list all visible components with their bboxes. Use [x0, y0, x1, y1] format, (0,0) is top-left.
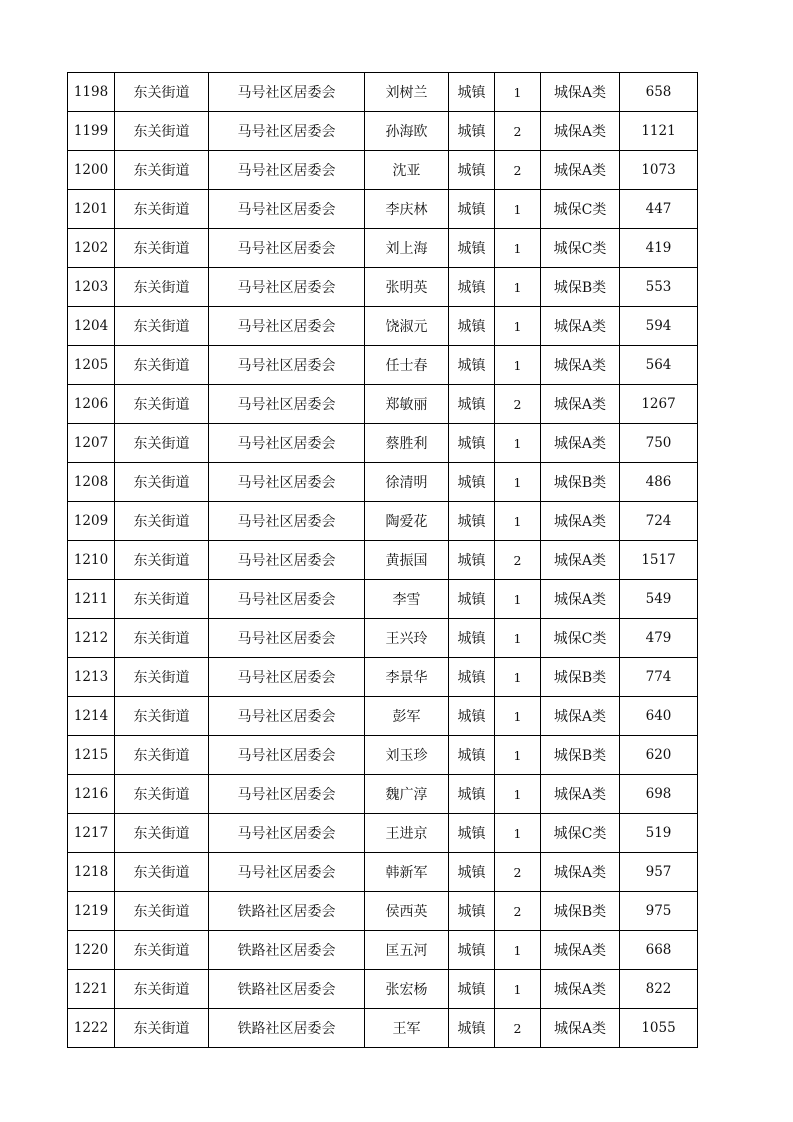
cell-person-name: 刘树兰 — [365, 73, 449, 112]
cell-person-name: 饶淑元 — [365, 307, 449, 346]
cell-area-type: 城镇 — [449, 970, 495, 1009]
cell-street: 东关街道 — [115, 580, 209, 619]
cell-amount: 549 — [620, 580, 698, 619]
cell-security-category: 城保A类 — [541, 424, 620, 463]
cell-street: 东关街道 — [115, 697, 209, 736]
cell-serial-number: 1199 — [68, 112, 115, 151]
cell-household-size: 1 — [495, 424, 541, 463]
cell-security-category: 城保A类 — [541, 931, 620, 970]
cell-street: 东关街道 — [115, 931, 209, 970]
cell-person-name: 匡五河 — [365, 931, 449, 970]
cell-community: 马号社区居委会 — [209, 853, 365, 892]
cell-serial-number: 1212 — [68, 619, 115, 658]
cell-person-name: 李雪 — [365, 580, 449, 619]
table-row — [68, 1009, 698, 1048]
cell-street: 东关街道 — [115, 73, 209, 112]
cell-community: 铁路社区居委会 — [209, 892, 365, 931]
cell-area-type: 城镇 — [449, 385, 495, 424]
cell-serial-number: 1215 — [68, 736, 115, 775]
cell-household-size: 1 — [495, 697, 541, 736]
cell-area-type: 城镇 — [449, 1009, 495, 1048]
cell-amount: 1121 — [620, 112, 698, 151]
cell-person-name: 孙海欧 — [365, 112, 449, 151]
cell-area-type: 城镇 — [449, 580, 495, 619]
cell-street: 东关街道 — [115, 346, 209, 385]
cell-security-category: 城保A类 — [541, 346, 620, 385]
cell-household-size: 2 — [495, 151, 541, 190]
cell-street: 东关街道 — [115, 190, 209, 229]
cell-security-category: 城保B类 — [541, 658, 620, 697]
cell-security-category: 城保A类 — [541, 853, 620, 892]
cell-household-size: 1 — [495, 814, 541, 853]
cell-area-type: 城镇 — [449, 268, 495, 307]
table-row — [68, 970, 698, 1009]
cell-amount: 553 — [620, 268, 698, 307]
table-row — [68, 697, 698, 736]
cell-serial-number: 1210 — [68, 541, 115, 580]
cell-household-size: 1 — [495, 268, 541, 307]
cell-street: 东关街道 — [115, 112, 209, 151]
cell-security-category: 城保A类 — [541, 580, 620, 619]
cell-street: 东关街道 — [115, 229, 209, 268]
cell-security-category: 城保C类 — [541, 229, 620, 268]
cell-community: 马号社区居委会 — [209, 697, 365, 736]
cell-area-type: 城镇 — [449, 346, 495, 385]
cell-household-size: 1 — [495, 346, 541, 385]
cell-security-category: 城保C类 — [541, 190, 620, 229]
cell-security-category: 城保A类 — [541, 307, 620, 346]
cell-person-name: 张宏杨 — [365, 970, 449, 1009]
cell-household-size: 1 — [495, 775, 541, 814]
cell-street: 东关街道 — [115, 463, 209, 502]
cell-serial-number: 1218 — [68, 853, 115, 892]
cell-household-size: 1 — [495, 190, 541, 229]
cell-serial-number: 1203 — [68, 268, 115, 307]
cell-amount: 486 — [620, 463, 698, 502]
cell-amount: 1267 — [620, 385, 698, 424]
cell-household-size: 2 — [495, 385, 541, 424]
cell-street: 东关街道 — [115, 1009, 209, 1048]
cell-person-name: 陶爱花 — [365, 502, 449, 541]
table-row — [68, 112, 698, 151]
cell-amount: 724 — [620, 502, 698, 541]
cell-serial-number: 1221 — [68, 970, 115, 1009]
cell-security-category: 城保A类 — [541, 151, 620, 190]
cell-street: 东关街道 — [115, 892, 209, 931]
table-row — [68, 385, 698, 424]
table-row — [68, 580, 698, 619]
cell-amount: 447 — [620, 190, 698, 229]
table-row — [68, 853, 698, 892]
cell-security-category: 城保A类 — [541, 112, 620, 151]
cell-community: 马号社区居委会 — [209, 619, 365, 658]
table-row — [68, 307, 698, 346]
cell-serial-number: 1211 — [68, 580, 115, 619]
table-row — [68, 931, 698, 970]
cell-amount: 750 — [620, 424, 698, 463]
cell-serial-number: 1222 — [68, 1009, 115, 1048]
cell-community: 马号社区居委会 — [209, 346, 365, 385]
cell-amount: 564 — [620, 346, 698, 385]
cell-serial-number: 1204 — [68, 307, 115, 346]
cell-area-type: 城镇 — [449, 112, 495, 151]
cell-community: 马号社区居委会 — [209, 775, 365, 814]
cell-person-name: 王兴玲 — [365, 619, 449, 658]
cell-community: 马号社区居委会 — [209, 112, 365, 151]
cell-serial-number: 1201 — [68, 190, 115, 229]
cell-community: 马号社区居委会 — [209, 502, 365, 541]
table-row — [68, 151, 698, 190]
cell-amount: 419 — [620, 229, 698, 268]
cell-area-type: 城镇 — [449, 151, 495, 190]
cell-person-name: 魏广淳 — [365, 775, 449, 814]
cell-street: 东关街道 — [115, 424, 209, 463]
cell-person-name: 王进京 — [365, 814, 449, 853]
cell-household-size: 1 — [495, 307, 541, 346]
cell-area-type: 城镇 — [449, 619, 495, 658]
relief-roster-table — [67, 72, 698, 1048]
cell-amount: 975 — [620, 892, 698, 931]
cell-household-size: 2 — [495, 853, 541, 892]
table-row — [68, 658, 698, 697]
cell-security-category: 城保B类 — [541, 736, 620, 775]
cell-person-name: 徐清明 — [365, 463, 449, 502]
cell-amount: 822 — [620, 970, 698, 1009]
cell-street: 东关街道 — [115, 853, 209, 892]
cell-street: 东关街道 — [115, 736, 209, 775]
cell-amount: 479 — [620, 619, 698, 658]
table-row — [68, 346, 698, 385]
cell-area-type: 城镇 — [449, 190, 495, 229]
cell-household-size: 2 — [495, 541, 541, 580]
cell-person-name: 韩新军 — [365, 853, 449, 892]
cell-community: 马号社区居委会 — [209, 463, 365, 502]
cell-household-size: 1 — [495, 658, 541, 697]
cell-serial-number: 1220 — [68, 931, 115, 970]
cell-area-type: 城镇 — [449, 853, 495, 892]
cell-serial-number: 1207 — [68, 424, 115, 463]
cell-amount: 519 — [620, 814, 698, 853]
cell-area-type: 城镇 — [449, 892, 495, 931]
cell-person-name: 黄振国 — [365, 541, 449, 580]
cell-security-category: 城保B类 — [541, 892, 620, 931]
cell-security-category: 城保A类 — [541, 73, 620, 112]
cell-person-name: 张明英 — [365, 268, 449, 307]
cell-serial-number: 1216 — [68, 775, 115, 814]
cell-street: 东关街道 — [115, 385, 209, 424]
cell-household-size: 2 — [495, 892, 541, 931]
cell-amount: 957 — [620, 853, 698, 892]
cell-serial-number: 1206 — [68, 385, 115, 424]
cell-security-category: 城保C类 — [541, 619, 620, 658]
cell-household-size: 1 — [495, 502, 541, 541]
cell-area-type: 城镇 — [449, 931, 495, 970]
cell-amount: 774 — [620, 658, 698, 697]
cell-household-size: 2 — [495, 1009, 541, 1048]
cell-community: 马号社区居委会 — [209, 385, 365, 424]
table-row — [68, 190, 698, 229]
table-body — [68, 73, 698, 1048]
cell-security-category: 城保A类 — [541, 970, 620, 1009]
cell-security-category: 城保A类 — [541, 385, 620, 424]
cell-street: 东关街道 — [115, 502, 209, 541]
table-row — [68, 814, 698, 853]
cell-household-size: 1 — [495, 73, 541, 112]
cell-serial-number: 1208 — [68, 463, 115, 502]
cell-street: 东关街道 — [115, 541, 209, 580]
cell-household-size: 1 — [495, 931, 541, 970]
cell-area-type: 城镇 — [449, 814, 495, 853]
table-row — [68, 73, 698, 112]
cell-serial-number: 1209 — [68, 502, 115, 541]
cell-community: 马号社区居委会 — [209, 658, 365, 697]
cell-community: 马号社区居委会 — [209, 541, 365, 580]
table-row — [68, 502, 698, 541]
cell-amount: 698 — [620, 775, 698, 814]
cell-security-category: 城保A类 — [541, 775, 620, 814]
cell-community: 马号社区居委会 — [209, 814, 365, 853]
cell-street: 东关街道 — [115, 307, 209, 346]
cell-person-name: 任士春 — [365, 346, 449, 385]
cell-area-type: 城镇 — [449, 73, 495, 112]
cell-community: 马号社区居委会 — [209, 424, 365, 463]
cell-community: 铁路社区居委会 — [209, 931, 365, 970]
cell-security-category: 城保B类 — [541, 268, 620, 307]
table-row — [68, 268, 698, 307]
cell-person-name: 沈亚 — [365, 151, 449, 190]
cell-community: 马号社区居委会 — [209, 268, 365, 307]
cell-household-size: 1 — [495, 463, 541, 502]
table-row — [68, 736, 698, 775]
cell-street: 东关街道 — [115, 775, 209, 814]
cell-community: 马号社区居委会 — [209, 151, 365, 190]
cell-person-name: 李庆林 — [365, 190, 449, 229]
cell-serial-number: 1219 — [68, 892, 115, 931]
cell-street: 东关街道 — [115, 814, 209, 853]
cell-person-name: 李景华 — [365, 658, 449, 697]
cell-household-size: 1 — [495, 229, 541, 268]
cell-area-type: 城镇 — [449, 307, 495, 346]
cell-person-name: 郑敏丽 — [365, 385, 449, 424]
cell-community: 马号社区居委会 — [209, 736, 365, 775]
cell-security-category: 城保C类 — [541, 814, 620, 853]
cell-area-type: 城镇 — [449, 775, 495, 814]
table-row — [68, 541, 698, 580]
cell-community: 马号社区居委会 — [209, 229, 365, 268]
cell-person-name: 彭军 — [365, 697, 449, 736]
cell-serial-number: 1200 — [68, 151, 115, 190]
cell-area-type: 城镇 — [449, 502, 495, 541]
table-row — [68, 463, 698, 502]
cell-person-name: 刘上海 — [365, 229, 449, 268]
cell-person-name: 王军 — [365, 1009, 449, 1048]
cell-area-type: 城镇 — [449, 697, 495, 736]
cell-serial-number: 1213 — [68, 658, 115, 697]
cell-amount: 1055 — [620, 1009, 698, 1048]
cell-household-size: 1 — [495, 619, 541, 658]
cell-area-type: 城镇 — [449, 541, 495, 580]
cell-area-type: 城镇 — [449, 463, 495, 502]
cell-person-name: 侯西英 — [365, 892, 449, 931]
cell-household-size: 2 — [495, 112, 541, 151]
cell-security-category: 城保A类 — [541, 1009, 620, 1048]
table-row — [68, 892, 698, 931]
cell-street: 东关街道 — [115, 268, 209, 307]
cell-household-size: 1 — [495, 580, 541, 619]
cell-street: 东关街道 — [115, 151, 209, 190]
cell-household-size: 1 — [495, 736, 541, 775]
cell-amount: 620 — [620, 736, 698, 775]
cell-area-type: 城镇 — [449, 658, 495, 697]
table-row — [68, 424, 698, 463]
cell-community: 马号社区居委会 — [209, 73, 365, 112]
cell-community: 铁路社区居委会 — [209, 1009, 365, 1048]
cell-serial-number: 1198 — [68, 73, 115, 112]
cell-serial-number: 1214 — [68, 697, 115, 736]
table-row — [68, 775, 698, 814]
cell-amount: 1517 — [620, 541, 698, 580]
cell-security-category: 城保B类 — [541, 463, 620, 502]
cell-area-type: 城镇 — [449, 736, 495, 775]
cell-serial-number: 1217 — [68, 814, 115, 853]
table-row — [68, 619, 698, 658]
cell-area-type: 城镇 — [449, 424, 495, 463]
cell-community: 铁路社区居委会 — [209, 970, 365, 1009]
cell-security-category: 城保A类 — [541, 697, 620, 736]
cell-serial-number: 1202 — [68, 229, 115, 268]
cell-amount: 668 — [620, 931, 698, 970]
cell-street: 东关街道 — [115, 619, 209, 658]
cell-serial-number: 1205 — [68, 346, 115, 385]
cell-community: 马号社区居委会 — [209, 580, 365, 619]
cell-amount: 1073 — [620, 151, 698, 190]
cell-household-size: 1 — [495, 970, 541, 1009]
cell-area-type: 城镇 — [449, 229, 495, 268]
cell-community: 马号社区居委会 — [209, 307, 365, 346]
cell-amount: 594 — [620, 307, 698, 346]
cell-amount: 658 — [620, 73, 698, 112]
cell-security-category: 城保A类 — [541, 502, 620, 541]
cell-security-category: 城保A类 — [541, 541, 620, 580]
cell-community: 马号社区居委会 — [209, 190, 365, 229]
cell-person-name: 蔡胜利 — [365, 424, 449, 463]
cell-amount: 640 — [620, 697, 698, 736]
table-row — [68, 229, 698, 268]
cell-street: 东关街道 — [115, 970, 209, 1009]
cell-street: 东关街道 — [115, 658, 209, 697]
cell-person-name: 刘玉珍 — [365, 736, 449, 775]
